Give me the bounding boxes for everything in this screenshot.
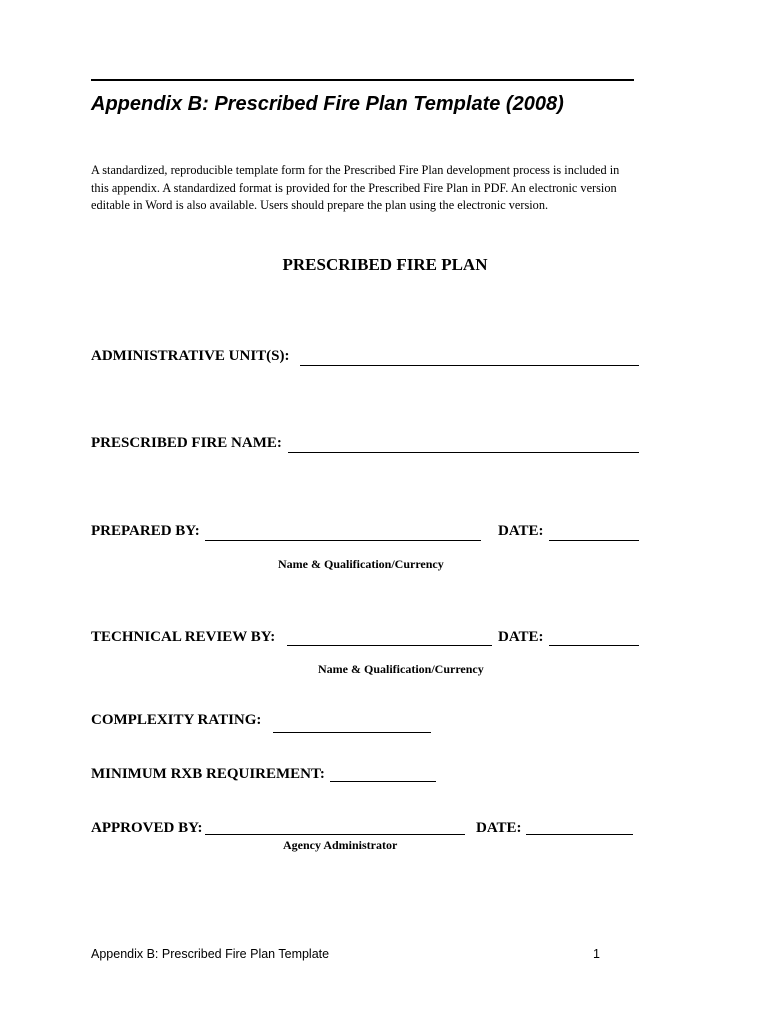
appendix-title: Appendix B: Prescribed Fire Plan Template (2008) [91,93,564,115]
technical-review-date-field[interactable] [549,645,639,646]
prepared-by-date-label: DATE: [498,523,544,539]
prepared-by-caption: Name & Qualification/Currency [278,557,444,571]
approved-by-date-field[interactable] [526,834,633,835]
technical-review-caption: Name & Qualification/Currency [318,662,484,676]
administrative-units-field[interactable] [300,365,639,366]
administrative-units-label: ADMINISTRATIVE UNIT(S): [91,348,290,364]
prepared-by-date-field[interactable] [549,540,639,541]
approved-by-date-label: DATE: [476,820,522,836]
technical-review-date-label: DATE: [498,629,544,645]
prescribed-fire-name-label: PRESCRIBED FIRE NAME: [91,435,282,451]
footer-text: Appendix B: Prescribed Fire Plan Template [91,947,330,961]
minimum-rxb-label: MINIMUM RXB REQUIREMENT: [91,766,325,782]
page-number: 1 [593,947,600,961]
approved-by-label: APPROVED BY: [91,820,203,836]
intro-paragraph: A standardized, reproducible template form for the Prescribed Fire Plan development process is included in this appendix. A standardized format is provided for the Prescribed Fire Plan in PDF. An electronic version editable in Word is also available. Users should prepare the plan using the electronic version. [91,163,620,212]
technical-review-field[interactable] [287,645,492,646]
approved-by-caption: Agency Administrator [283,838,398,852]
technical-review-label: TECHNICAL REVIEW BY: [91,629,276,645]
header-rule [91,79,634,81]
prescribed-fire-name-field[interactable] [288,452,639,453]
approved-by-field[interactable] [205,834,465,835]
prepared-by-field[interactable] [205,540,481,541]
complexity-rating-field[interactable] [273,732,431,733]
form-title: PRESCRIBED FIRE PLAN [282,255,488,274]
prepared-by-label: PREPARED BY: [91,523,200,539]
minimum-rxb-field[interactable] [330,781,436,782]
complexity-rating-label: COMPLEXITY RATING: [91,712,262,728]
